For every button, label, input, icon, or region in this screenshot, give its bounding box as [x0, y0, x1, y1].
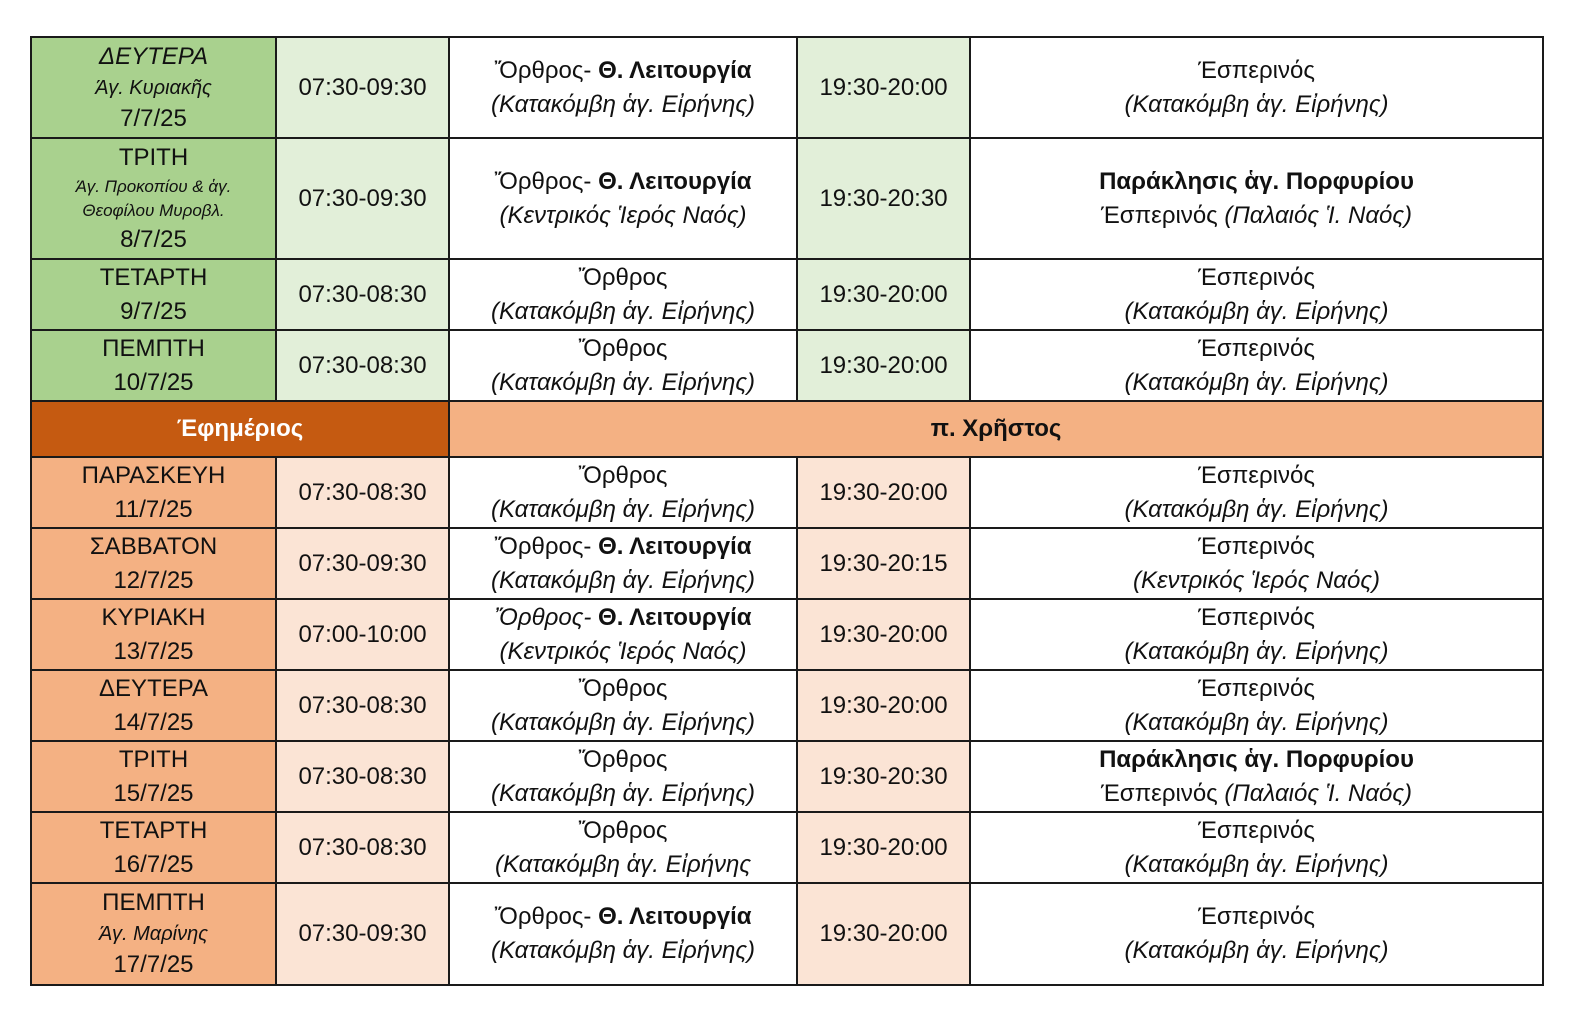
evening-service: Έσπερινός — [1100, 779, 1218, 807]
morning-service-cell — [449, 741, 797, 812]
evening-place: (Κατακόμβη ἁγ. Εἰρήνης) — [1124, 90, 1389, 118]
morning-service: Ὄρθρος- — [494, 56, 592, 84]
evening-time: 19:30-20:00 — [797, 670, 970, 741]
day-cell — [31, 670, 276, 741]
priest-name: π. Χρῆστος — [449, 401, 1543, 457]
morning-liturgy: Θ. Λειτουργία — [598, 603, 752, 631]
table-row — [31, 528, 1543, 599]
morning-time: 07:30-08:30 — [276, 670, 449, 741]
evening-service: Έσπερινός — [1198, 461, 1315, 489]
day-date: 14/7/25 — [113, 708, 194, 736]
evening-place: (Παλαιός Ἱ. Ναός) — [1224, 201, 1413, 229]
schedule-table — [30, 36, 1544, 986]
table-row — [31, 599, 1543, 670]
table-row — [31, 883, 1543, 985]
saint-name-cont: Θεοφίλου Μυροβλ. — [82, 200, 225, 220]
evening-time: 19:30-20:00 — [797, 599, 970, 670]
evening-time: 19:30-20:00 — [797, 37, 970, 138]
evening-service-cell — [970, 599, 1543, 670]
evening-service-cell — [970, 741, 1543, 812]
evening-service: Έσπερινός — [1198, 903, 1315, 930]
morning-service-cell — [449, 37, 797, 138]
day-name: ΤΡΙΤΗ — [118, 143, 189, 171]
morning-place: (Κατακόμβη ἁγ. Εἰρήνης) — [490, 297, 756, 325]
day-name: ΤΕΤΑΡΤΗ — [99, 263, 208, 291]
morning-liturgy: Θ. Λειτουργία — [598, 167, 752, 195]
morning-place: (Κατακόμβη ἁγ. Εἰρήνης) — [490, 566, 756, 594]
table-row — [31, 330, 1543, 401]
day-date: 16/7/25 — [113, 850, 194, 878]
evening-place: (Κατακόμβη ἁγ. Εἰρήνης) — [1124, 937, 1389, 964]
table-row — [31, 741, 1543, 812]
morning-time: 07:30-08:30 — [276, 741, 449, 812]
morning-service-cell — [449, 457, 797, 528]
day-cell — [31, 883, 276, 985]
day-cell — [31, 812, 276, 883]
table-row — [31, 812, 1543, 883]
day-cell — [31, 599, 276, 670]
day-cell — [31, 138, 276, 259]
table-row — [31, 457, 1543, 528]
morning-service: Ὄρθρος — [578, 461, 668, 489]
morning-place: (Κατακόμβη ἁγ. Εἰρήνης) — [490, 90, 756, 118]
evening-service-cell — [970, 812, 1543, 883]
evening-place: (Κατακόμβη ἁγ. Εἰρήνης) — [1124, 850, 1389, 878]
morning-service: Ὄρθρος — [578, 334, 668, 362]
morning-time: 07:30-09:30 — [276, 37, 449, 138]
evening-place: (Κατακόμβη ἁγ. Εἰρήνης) — [1124, 495, 1389, 523]
morning-place: (Κατακόμβη ἁγ. Εἰρήνης) — [490, 708, 756, 736]
morning-service: Ὄρθρος- — [494, 603, 592, 631]
evening-paraklesis: Παράκλησις ἁγ. Πορφυρίου — [1099, 167, 1414, 195]
evening-service-cell — [970, 528, 1543, 599]
morning-service-cell — [449, 138, 797, 259]
evening-place: (Κατακόμβη ἁγ. Εἰρήνης) — [1124, 708, 1389, 736]
morning-time: 07:30-08:30 — [276, 259, 449, 330]
morning-service: Ὄρθρος — [578, 263, 668, 291]
evening-time: 19:30-20:00 — [797, 457, 970, 528]
evening-service-cell — [970, 37, 1543, 138]
morning-service-cell — [449, 812, 797, 883]
evening-time: 19:30-20:30 — [797, 741, 970, 812]
morning-liturgy: Θ. Λειτουργία — [598, 56, 752, 84]
evening-place: (Κατακόμβη ἁγ. Εἰρήνης) — [1124, 637, 1389, 665]
evening-time: 19:30-20:00 — [797, 883, 970, 985]
evening-place: (Κεντρικός Ἱερός Ναός) — [1132, 566, 1381, 594]
morning-liturgy: Θ. Λειτουργία — [598, 532, 752, 560]
day-name: ΠΕΜΠΤΗ — [102, 889, 205, 916]
morning-place: (Κατακόμβη ἁγ. Εἰρήνης) — [490, 368, 756, 396]
saint-name: Άγ. Μαρίνης — [99, 923, 208, 945]
table-row — [31, 37, 1543, 138]
day-name: ΔΕΥΤΕΡΑ — [98, 42, 209, 70]
day-cell — [31, 259, 276, 330]
morning-time: 07:30-08:30 — [276, 330, 449, 401]
day-name: ΔΕΥΤΕΡΑ — [99, 674, 208, 702]
evening-time: 19:30-20:00 — [797, 259, 970, 330]
morning-service-cell — [449, 330, 797, 401]
evening-service: Έσπερινός — [1198, 674, 1315, 702]
evening-paraklesis: Παράκλησις ἁγ. Πορφυρίου — [1099, 745, 1414, 773]
evening-service: Έσπερινός — [1198, 816, 1315, 844]
day-date: 9/7/25 — [120, 297, 187, 325]
evening-time: 19:30-20:00 — [797, 812, 970, 883]
day-cell — [31, 330, 276, 401]
evening-service: Έσπερινός — [1198, 56, 1315, 84]
saint-name: Άγ. Προκοπίου & ἁγ. — [75, 176, 232, 196]
day-name: ΠΕΜΠΤΗ — [102, 334, 205, 362]
evening-place: (Κατακόμβη ἁγ. Εἰρήνης) — [1124, 297, 1389, 325]
evening-service: Έσπερινός — [1198, 532, 1315, 560]
day-date: 15/7/25 — [113, 779, 194, 807]
morning-service: Ὄρθρος — [578, 816, 668, 844]
day-date: 7/7/25 — [120, 104, 187, 132]
morning-time: 07:00-10:00 — [276, 599, 449, 670]
saint-name: Άγ. Κυριακῆς — [95, 76, 212, 99]
morning-time: 07:30-09:30 — [276, 883, 449, 985]
day-name: ΚΥΡΙΑΚΗ — [101, 603, 206, 631]
evening-place: (Κατακόμβη ἁγ. Εἰρήνης) — [1124, 368, 1389, 396]
morning-liturgy: Θ. Λειτουργία — [598, 903, 752, 930]
table-row — [31, 259, 1543, 330]
evening-service-cell — [970, 670, 1543, 741]
evening-service-cell — [970, 138, 1543, 259]
morning-place: (Κεντρικός Ἱερός Ναός) — [499, 637, 747, 665]
day-date: 11/7/25 — [114, 495, 193, 523]
morning-place: (Κεντρικός Ἱερός Ναός) — [499, 201, 747, 229]
morning-service-cell — [449, 670, 797, 741]
morning-time: 07:30-09:30 — [276, 528, 449, 599]
day-name: ΤΡΙΤΗ — [118, 745, 189, 773]
day-date: 8/7/25 — [120, 225, 187, 253]
table-row — [31, 670, 1543, 741]
morning-time: 07:30-08:30 — [276, 457, 449, 528]
priest-header-row — [31, 401, 1543, 457]
morning-place: (Κατακόμβη ἁγ. Εἰρήνης) — [490, 495, 756, 523]
day-cell — [31, 457, 276, 528]
evening-time: 19:30-20:00 — [797, 330, 970, 401]
morning-service-cell — [449, 883, 797, 985]
day-name: ΤΕΤΑΡΤΗ — [99, 816, 208, 844]
evening-service-cell — [970, 457, 1543, 528]
evening-service: Έσπερινός — [1100, 201, 1218, 229]
evening-time: 19:30-20:15 — [797, 528, 970, 599]
morning-service-cell — [449, 259, 797, 330]
morning-service: Ὄρθρος- — [494, 167, 592, 195]
day-cell — [31, 37, 276, 138]
evening-service-cell — [970, 883, 1543, 985]
day-cell — [31, 741, 276, 812]
day-date: 13/7/25 — [113, 637, 194, 665]
morning-time: 07:30-09:30 — [276, 138, 449, 259]
day-name: ΣΑΒΒΑΤΟΝ — [89, 532, 218, 560]
morning-service: Ὄρθρος- — [494, 903, 592, 930]
morning-service-cell — [449, 599, 797, 670]
morning-place: (Κατακόμβη ἁγ. Εἰρήνης) — [490, 779, 756, 807]
evening-time: 19:30-20:30 — [797, 138, 970, 259]
morning-service-cell — [449, 528, 797, 599]
morning-service: Ὄρθρος — [578, 674, 668, 702]
morning-place: (Κατακόμβη ἁγ. Εἰρήνης — [494, 850, 752, 878]
day-date: 12/7/25 — [113, 566, 194, 594]
evening-service-cell — [970, 330, 1543, 401]
morning-time: 07:30-08:30 — [276, 812, 449, 883]
day-date: 17/7/25 — [113, 951, 194, 978]
evening-place: (Παλαιός Ἱ. Ναός) — [1224, 779, 1413, 807]
morning-service: Ὄρθρος — [578, 745, 668, 773]
day-name: ΠΑΡΑΣΚΕΥΗ — [81, 461, 226, 489]
day-cell — [31, 528, 276, 599]
priest-label: Έφημέριος — [31, 401, 449, 457]
table-row — [31, 138, 1543, 259]
evening-service: Έσπερινός — [1198, 603, 1315, 631]
evening-service: Έσπερινός — [1198, 334, 1315, 362]
day-date: 10/7/25 — [113, 368, 194, 396]
morning-service: Ὄρθρος- — [494, 532, 592, 560]
evening-service: Έσπερινός — [1198, 263, 1315, 291]
morning-place: (Κατακόμβη ἁγ. Εἰρήνης) — [490, 937, 756, 964]
evening-service-cell — [970, 259, 1543, 330]
